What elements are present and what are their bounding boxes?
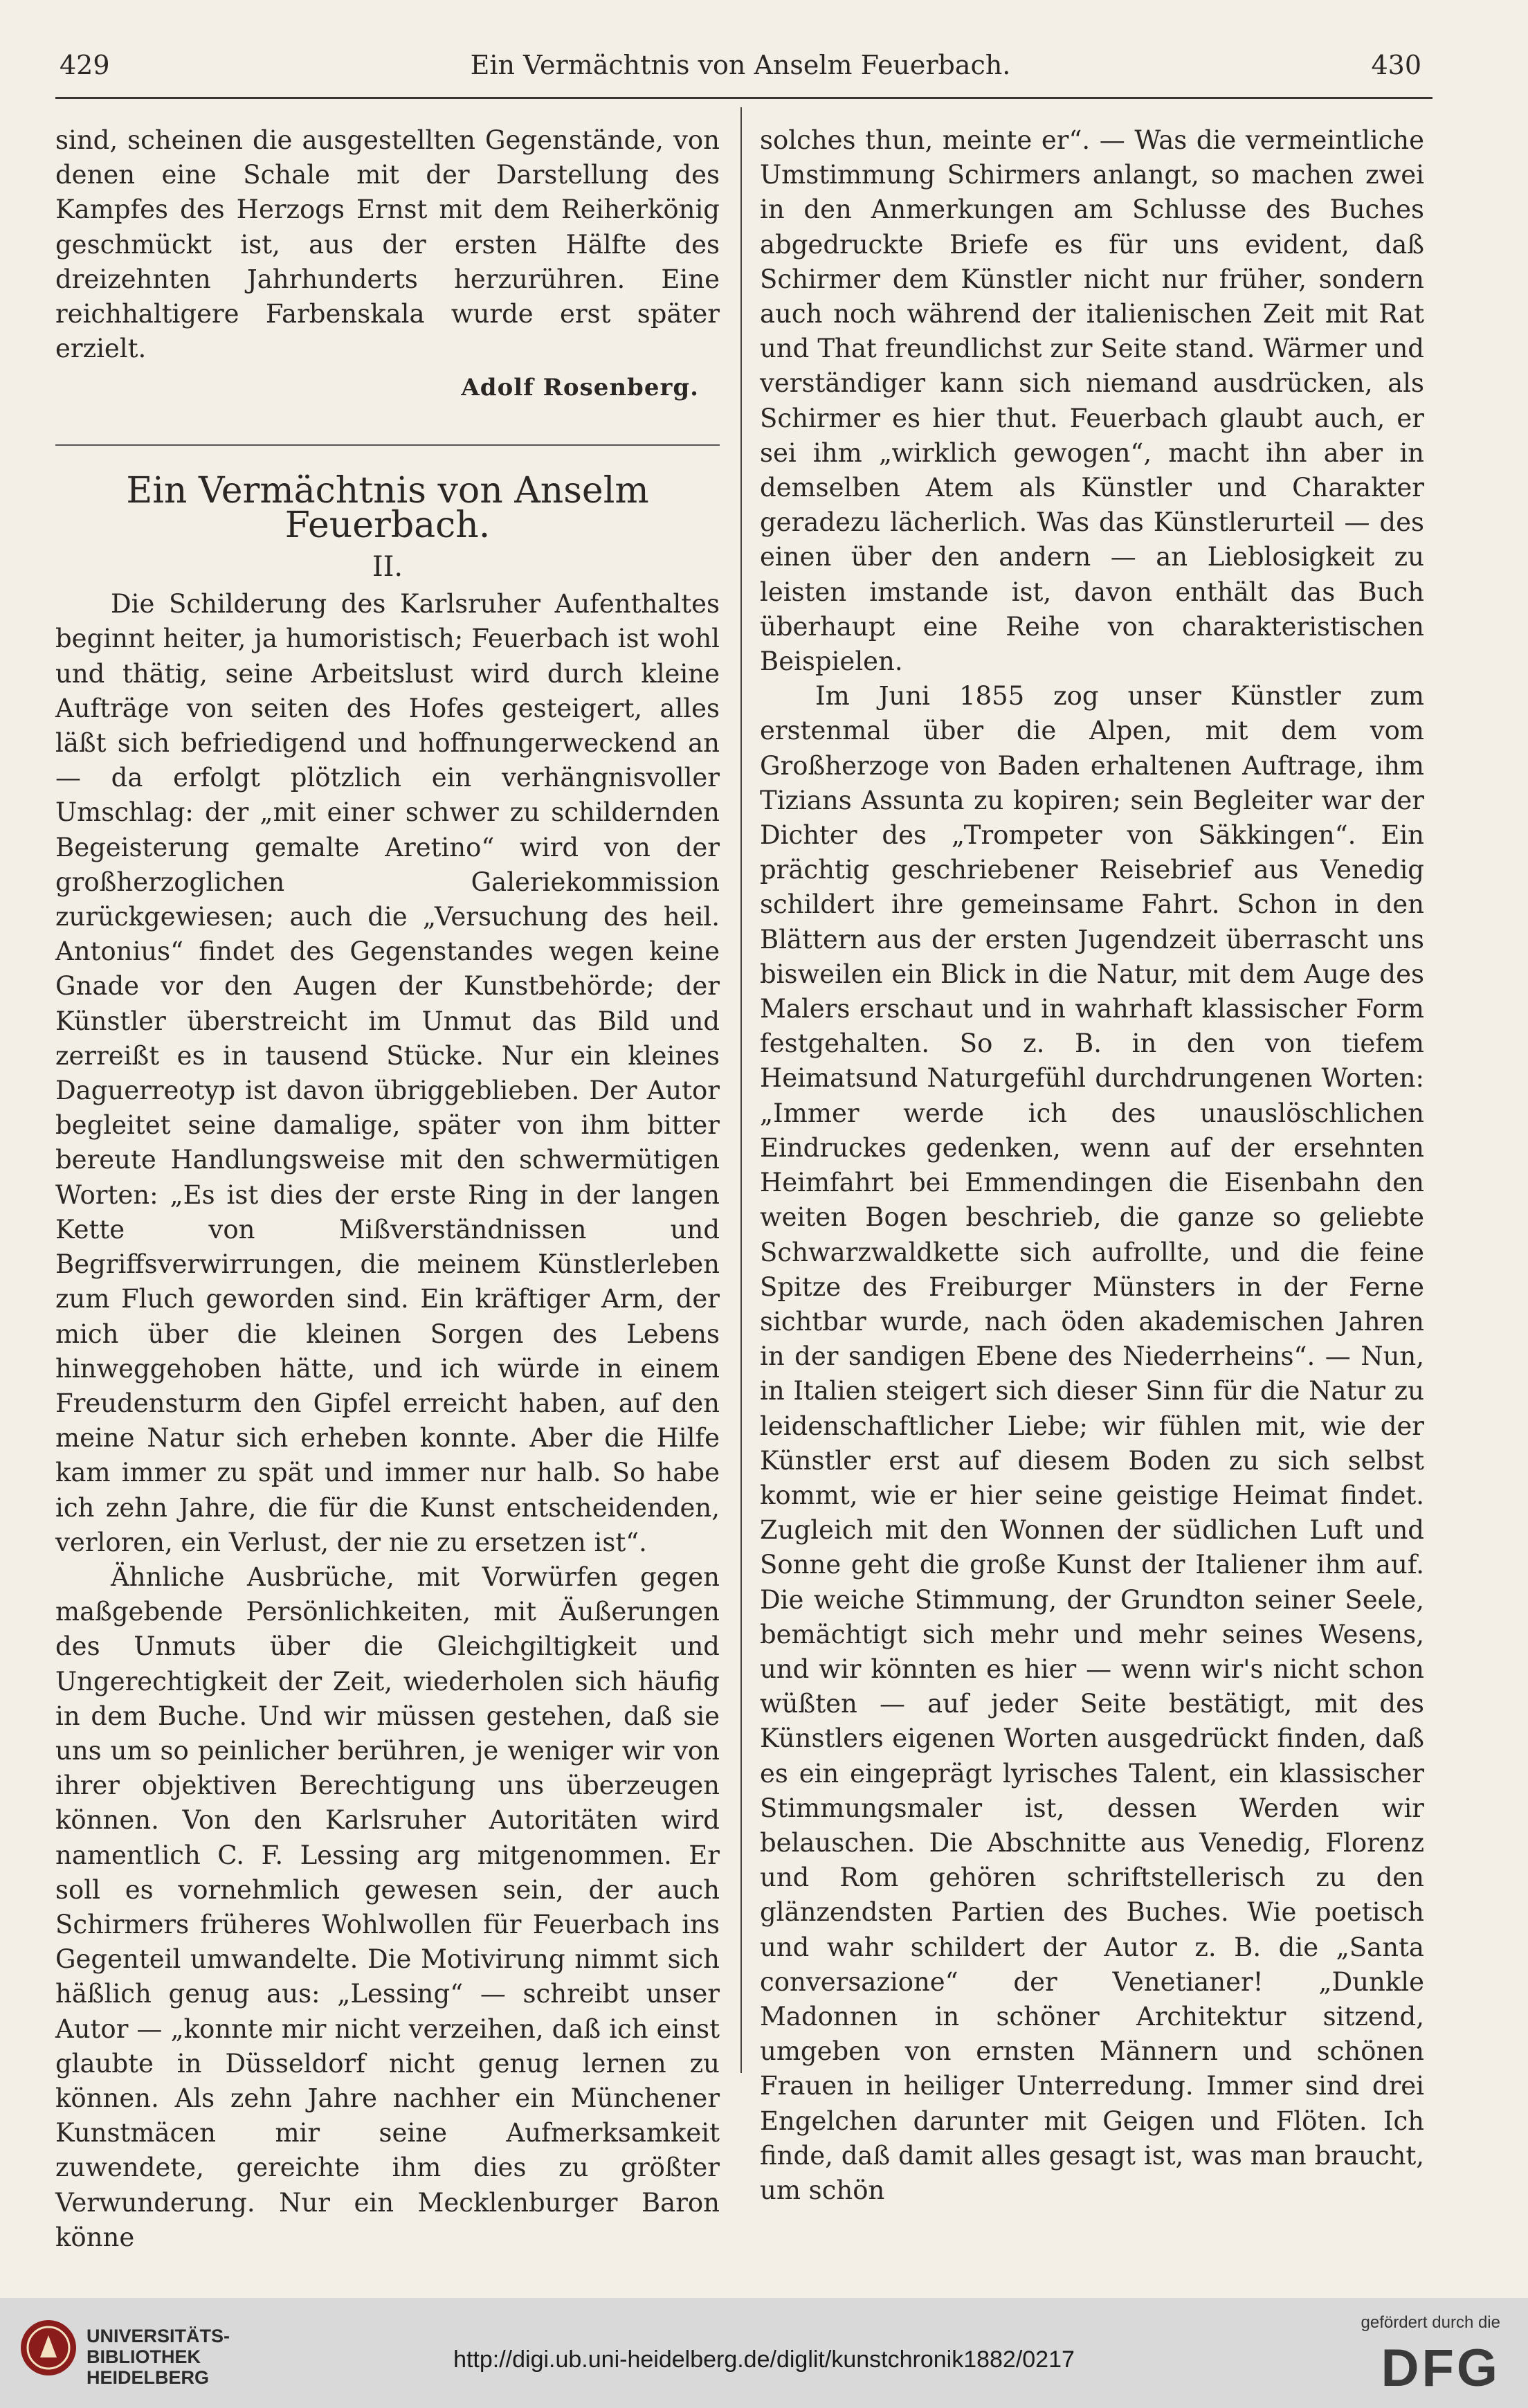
digitization-footer: [0, 2298, 1528, 2408]
body-paragraph: Ähnliche Ausbrüche, mit Vorwürfen gegen maßgebende Persönlichkeiten, mit Äußerungen des Unmuts über die Gleichgiltigkeit und Ungerechtigkeit der Zeit, wiederholen sich häufig in dem Buche. Und wir müssen gestehen, daß sie uns um so peinlicher berühren, je weniger wir von ihrer objektiven Berechtigung uns überzeugen können. Von den Karlsruher Autoritäten wird namentlich C. F. Lessing arg mitgenommen. Er soll es vornehmlich gewesen sein, der auch Schirmers früheres Wohlwollen für Feuerbach ins Gegenteil umwandelte. Die Motivirung nimmt sich häßlich genug aus: „Lessing“ — schreibt unser Autor — „konnte mir nicht verzeihen, daß ich einst glaubte in Düsseldorf nicht genug lernen zu können. Als zehn Jahre nachher ein Münchener Kunstmäcen mir seine Aufmerksamkeit zuwendete, gereichte ihm dies zu größter Verwunderung. Nur ein Mecklenburger Baron könne: [55, 1561, 720, 2252]
running-title: Ein Vermächtnis von Anselm Feuerbach.: [470, 50, 1011, 80]
funded-by-label: gefördert durch die: [1361, 2313, 1500, 2332]
dfg-logo: DFG: [1381, 2339, 1500, 2398]
article-title: Ein Vermächtnis von Anselm Feuerbach.: [126, 469, 649, 546]
body-paragraph: solches thun, meinte er“. — Was die vermeintliche Umstimmung Schirmers anlangt, so machen zwei in den Anmerkungen am Schlusse des Buches abgedruckte Briefe es für uns evident, daß Schirmer dem Künstler nicht nur früher, sondern auch noch während der italienischen Zeit mit Rat und That freundlichst zur Seite stand. Wärmer und verständiger kann sich niemand ausdrücken, als Schirmer es hier thut. Feuerbach glaubt auch, er sei ihm „wirklich gewogen“, macht ihn aber in demselben Atem als Künstler und Charakter geradezu lächerlich. Was das Künstlerurteil — des einen über den andern — an Lieblosigkeit zu leisten imstande ist, davon enthält das Buch überhaupt eine Reihe von charakteristischen Beispielen.: [760, 125, 1424, 677]
header-rule: [55, 97, 1432, 99]
article-part-number: II.: [372, 551, 403, 583]
body-paragraph: Im Juni 1855 zog unser Künstler zum erstenmal über die Alpen, mit dem vom Großherzoge von Baden erhaltenen Auftrage, ihm Tizians Assunta zu kopiren; sein Begleiter war der Dichter des „Trompeter von Säkkingen“. Ein prächtig geschriebener Reisebrief aus Venedig schildert ihre gemeinsame Fahrt. Schon in den Blättern aus der ersten Jugendzeit überrascht uns bisweilen ein Blick in die Natur, mit dem Auge des Malers erschaut und in wahrhaft klassischer Form festgehalten. So z. B. in den von tiefem Heimatsund Naturgefühl durchdrungenen Worten: „Immer werde ich des unauslöschlichen Eindruckes gedenken, wenn auf der ersehnten Heimfahrt bei Emmendingen die Eisenbahn den weiten Bogen beschrieb, die ganze so geliebte Schwarzwaldkette sich aufrollte, und die feine Spitze des Freiburger Münsters in der Ferne sichtbar wurde, nach öden akademischen Jahren in der sandigen Ebene des Niederrheins“. — Nun, in Italien steigert sich dieser Sinn für die Natur zu leidenschaftlicher Liebe; wir fühlen mit, wie der Künstler erst auf diesem Boden zu sich selbst kommt, wie er hier seine geistige Heimat findet. Zugleich mit den Wonnen der südlichen Luft und Sonne geht die große Kunst der Italiener ihm auf. Die weiche Stimmung, der Grundton seiner Seele, bemächtigt sich mehr und mehr seines Wesens, und wir könnten es hier — wenn wir's nicht schon wüßten — auf jeder Seite bestätigt, mit des Künstlers eigenen Worten ausgedrückt finden, daß es ein eingeprägt lyrisches Talent, ein klassischer Stimmungsmaler ist, dessen Werden wir belauschen. Die Abschnitte aus Venedig, Florenz und Rom gehören schriftstellerisch zu den glänzendsten Partien des Buches. Wie poetisch und wahr schildert der Autor z. B. die „Santa conversazione“ der Venetianer! „Dunkle Madonnen in schöner Architektur sitzend, umgeben von ernsten Männern und schönen Frauen in heiliger Unterredung. Immer sind drei Engelchen darunter mit Geigen und Flöten. Ich finde, daß damit alles gesagt ist, was man braucht, um schön: [760, 681, 1424, 2205]
body-paragraph: Die Schilderung des Karlsruher Aufenthaltes beginnt heiter, ja humoristisch; Feuerbach ist wohl und thätig, seine Arbeitslust wird durch kleine Aufträge von seiten des Hofes gesteigert, alles läßt sich befriedigend und hoffnungerweckend an — da erfolgt plötzlich ein verhängnisvoller Umschlag: der „mit einer schwer zu schildernden Begeisterung gemalte Aretino“ wird von der großherzoglichen Galeriekommission zurückgewiesen; auch die „Versuchung des heil. Antonius“ findet des Gegenstandes wegen keine Gnade vor den Augen der Kunstbehörde; der Künstler überstreicht im Unmut das Bild und zerreißt es in tausend Stücke. Nur ein kleines Daguerreotyp ist davon übriggeblieben. Der Autor begleitet seine damalige, später von ihm bitter bereute Handlungsweise mit den schwermütigen Worten: „Es ist dies der erste Ring in der langen Kette von Mißverständnissen und Begriffsverwirrungen, die meinem Künstlerleben zum Fluch geworden sind. Ein kräftiger Arm, der mich über die kleinen Sorgen des Lebens hinweggehoben hätte, und ich würde in einem Freudensturm den Gipfel erreicht haben, auf den meine Natur sich erheben konnte. Aber die Hilfe kam immer zu spät und immer nur halb. So habe ich zehn Jahre, die für die Kunst entscheidenden, verloren, ein Verlust, der nie zu ersetzen ist“.: [55, 589, 720, 1557]
right-column: [760, 123, 1424, 2208]
page-number-left: 429: [60, 50, 110, 80]
intro-paragraph: sind, scheinen die ausgestellten Gegenstände, von denen eine Schale mit der Darstellung des Kampfes des Herzogs Ernst mit dem Reiherkönig geschmückt ist, aus der ersten Hälfte des dreizehnten Jahrhunderts herzurühren. Eine reichhaltigere Farbenskala wurde erst später erzielt.: [55, 125, 720, 364]
running-header: [55, 50, 1426, 91]
page-number-right: 430: [1371, 50, 1421, 80]
permalink-url[interactable]: http://digi.ub.uni-heidelberg.de/diglit/kunstchronik1882/0217: [453, 2346, 1075, 2373]
left-column: [55, 123, 720, 2255]
column-divider: [740, 107, 742, 2073]
section-separator: [55, 444, 720, 446]
author-signature: Adolf Rosenberg.: [461, 374, 699, 402]
library-name: UNIVERSITÄTS- BIBLIOTHEK HEIDELBERG: [87, 2326, 230, 2388]
